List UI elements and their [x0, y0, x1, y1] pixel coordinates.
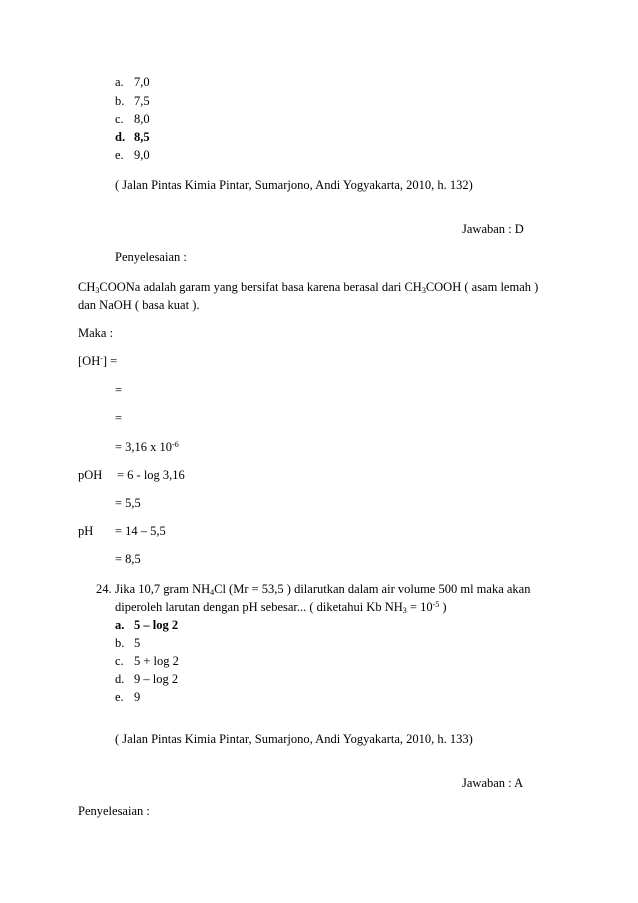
q23-ph-result: = 8,5 — [115, 552, 141, 566]
q24-option-b: b. 5 — [115, 636, 141, 650]
q24-answer: Jawaban : A — [462, 776, 524, 790]
q23-ph-label: pH — [78, 524, 94, 538]
q23-poh-result: = 5,5 — [115, 496, 141, 510]
q23-option-d-correct: d. 8,5 — [115, 130, 150, 144]
q23-oh-line: [OH-] = — [78, 354, 118, 368]
q24-option-d: d. 9 – log 2 — [115, 672, 179, 686]
q23-option-e: e. 9,0 — [115, 148, 150, 162]
q24-number: 24. — [96, 582, 112, 596]
q23-option-a: a. 7,0 — [115, 75, 150, 89]
q24-option-c: c. 5 + log 2 — [115, 654, 179, 668]
q24-solution-label: Penyelesaian : — [78, 804, 150, 818]
q23-source: ( Jalan Pintas Kimia Pintar, Sumarjono, Andi Yogyakarta, 2010, h. 132) — [115, 178, 473, 192]
q23-option-b: b. 7,5 — [115, 94, 150, 108]
q23-eq2: = — [115, 411, 123, 425]
q24-option-e: e. 9 — [115, 690, 141, 704]
q23-solution-label: Penyelesaian : — [115, 250, 187, 264]
q23-maka: Maka : — [78, 326, 114, 340]
q23-poh-value: = 6 - log 3,16 — [117, 468, 185, 482]
q24-source: ( Jalan Pintas Kimia Pintar, Sumarjono, Andi Yogyakarta, 2010, h. 133) — [115, 732, 473, 746]
q23-option-c: c. 8,0 — [115, 112, 150, 126]
q23-eq3: = 3,16 x $10^{-6}$ — [115, 440, 179, 454]
q24-text-line1: Jika 10,7 gram $NH_4Cl$ (Mr = 53,5 ) dilarutkan dalam air volume 500 ml maka akan — [115, 582, 531, 597]
q24-option-a-correct: a. 5 – log 2 — [115, 618, 179, 632]
q23-eq1: = — [115, 383, 123, 397]
q23-explanation-line2: dan NaOH ( basa kuat ). — [78, 298, 200, 312]
q24-text-line2: diperoleh larutan dengan pH sebesar... ( diketahui Kb $NH_3 = 10^{-5}$ ) — [115, 600, 447, 615]
q23-explanation-line1: $CH_3COONa$ adalah garam yang bersifat basa karena berasal dari $CH_3COOH$ ( asam lemah ) — [78, 280, 539, 295]
q23-answer: Jawaban : D — [462, 222, 524, 236]
q23-ph-value: = 14 – 5,5 — [115, 524, 166, 538]
q23-poh-label: pOH — [78, 468, 103, 482]
